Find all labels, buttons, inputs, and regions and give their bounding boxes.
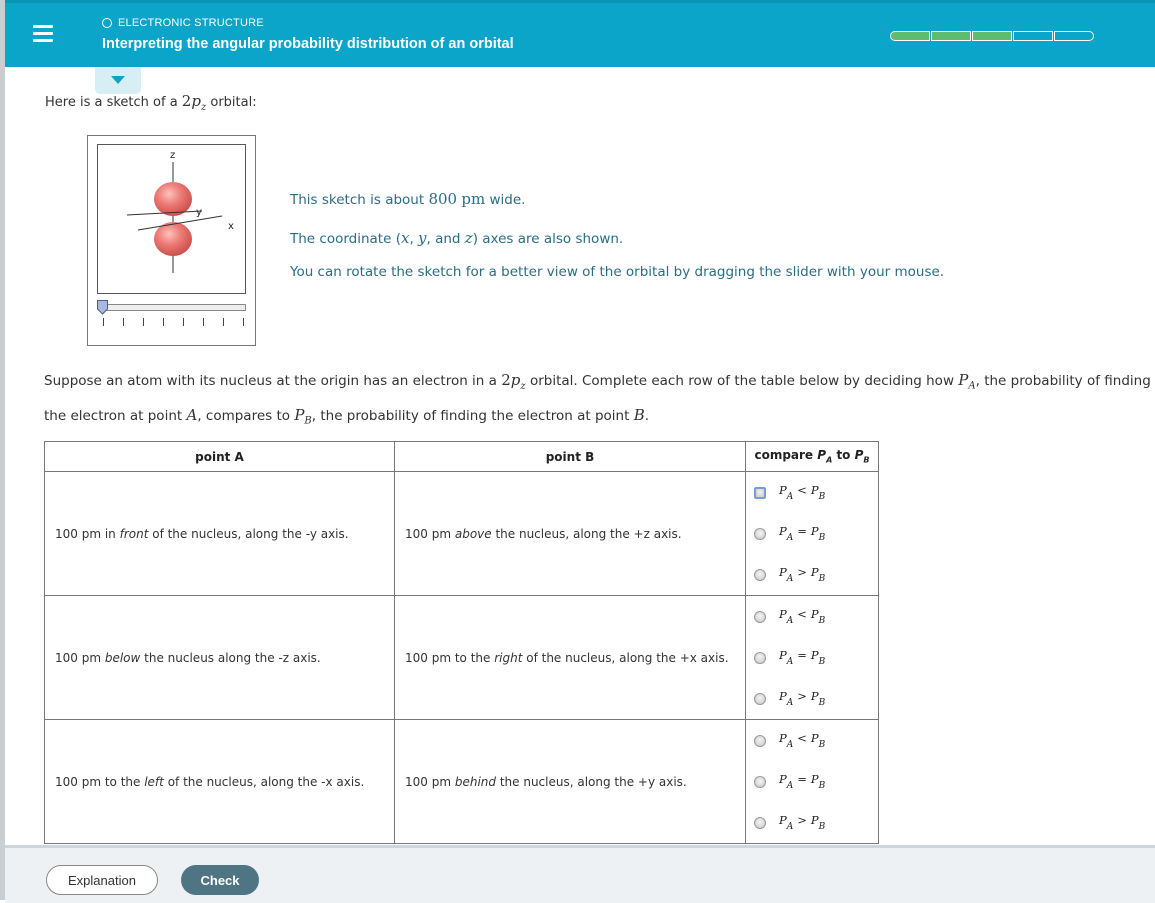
slider-tick (123, 318, 124, 326)
compare-option-eq[interactable] (746, 761, 878, 802)
header-bar (5, 0, 1155, 67)
slider-tick (103, 318, 104, 326)
rotate-slider-track[interactable] (100, 304, 246, 311)
z-axis-label: z (170, 150, 176, 161)
slider-tick (163, 318, 164, 326)
compare-cell (746, 472, 879, 596)
point-a-cell: 100 pm below the nucleus along the -z axis. (45, 596, 395, 720)
hamburger-menu-icon[interactable] (30, 22, 56, 48)
progress-segment (1054, 31, 1094, 41)
compare-expression: $P_A > P_B$ (779, 688, 826, 708)
slider-tick (183, 318, 184, 326)
progress-segment (931, 31, 971, 41)
expand-dropdown-button[interactable] (95, 67, 141, 94)
topic-circle-icon (102, 18, 112, 28)
progress-segment (890, 31, 930, 41)
point-a-cell: 100 pm to the left of the nucleus, along the -x axis. (45, 720, 395, 844)
compare-cell (746, 720, 879, 844)
table-row (45, 472, 879, 596)
topic-label (102, 17, 264, 29)
header-top-line (5, 0, 1155, 3)
header-point-b: point B (395, 442, 746, 472)
rotate-slider-handle[interactable] (97, 300, 108, 315)
compare-cell (746, 596, 879, 720)
radio-button[interactable] (754, 487, 766, 499)
radio-button[interactable] (754, 652, 766, 664)
compare-expression: $P_A = P_B$ (779, 523, 826, 543)
slider-tick (243, 318, 244, 326)
progress-segment (1013, 31, 1053, 41)
compare-expression: $P_A > P_B$ (779, 812, 826, 832)
chevron-down-icon (111, 76, 125, 85)
orbital-sketch-canvas[interactable] (97, 144, 246, 294)
footer-bar (5, 845, 1155, 903)
axes-note: The coordinate (x, y, and z) axes are also shown. (290, 229, 624, 247)
compare-expression: $P_A < P_B$ (779, 606, 826, 626)
orbital-3d-view (98, 145, 245, 293)
radio-button[interactable] (754, 528, 766, 540)
intro-prefix: Here is a sketch of a (45, 95, 182, 110)
check-button[interactable]: Check (181, 865, 259, 895)
intro-text (45, 92, 257, 113)
radio-button[interactable] (754, 569, 766, 581)
page-title: Interpreting the angular probability distribution of an orbital (102, 36, 514, 52)
rotate-note: You can rotate the sketch for a better view of the orbital by dragging the slider with your mouse. (290, 264, 945, 280)
topic-text: ELECTRONIC STRUCTURE (118, 17, 264, 29)
compare-option-gt[interactable] (746, 678, 878, 719)
y-axis-label: y (196, 207, 202, 218)
compare-expression: $P_A = P_B$ (779, 647, 826, 667)
point-b-cell: 100 pm above the nucleus, along the +z axis. (395, 472, 746, 596)
compare-expression: $P_A = P_B$ (779, 771, 826, 791)
slider-tick (203, 318, 204, 326)
compare-option-lt[interactable] (746, 720, 878, 761)
table-row (45, 720, 879, 844)
point-b-cell: 100 pm behind the nucleus, along the +y axis. (395, 720, 746, 844)
x-axis-label: x (228, 221, 234, 232)
progress-bar (890, 31, 1095, 41)
slider-tick (223, 318, 224, 326)
slider-tick (143, 318, 144, 326)
table-row (45, 596, 879, 720)
lower-lobe (154, 222, 192, 256)
sketch-width-note: This sketch is about 800 pm wide. (290, 190, 526, 208)
table-header-row (45, 442, 879, 472)
compare-option-eq[interactable] (746, 637, 878, 678)
intro-orbital: $2p_z$ (181, 92, 207, 113)
compare-expression: $P_A < P_B$ (779, 730, 826, 750)
header-compare: compare $P_A$ to $P_B$ (746, 442, 879, 472)
radio-button[interactable] (754, 693, 766, 705)
compare-option-gt[interactable] (746, 802, 878, 843)
compare-option-gt[interactable] (746, 554, 878, 595)
question-text: Suppose an atom with its nucleus at the origin has an electron in a $2p_z$ orbital. Complete each row of the table below by deciding how $P_A$, the probability of finding the electron at point A, compares to $P_B$, the probability of finding the electron at point B. (44, 371, 1151, 427)
radio-button[interactable] (754, 817, 766, 829)
compare-option-eq[interactable] (746, 513, 878, 554)
left-rail (0, 0, 5, 900)
point-b-cell: 100 pm to the right of the nucleus, along the +x axis. (395, 596, 746, 720)
compare-expression: $P_A < P_B$ (779, 482, 826, 502)
explanation-button[interactable]: Explanation (46, 865, 158, 895)
intro-suffix: orbital: (206, 95, 257, 110)
compare-expression: $P_A > P_B$ (779, 564, 826, 584)
compare-option-lt[interactable] (746, 596, 878, 637)
compare-option-lt[interactable] (746, 472, 878, 513)
radio-button[interactable] (754, 735, 766, 747)
radio-button[interactable] (754, 776, 766, 788)
slider-ticks (103, 318, 243, 326)
radio-button[interactable] (754, 611, 766, 623)
progress-segment (972, 31, 1012, 41)
upper-lobe (154, 182, 192, 216)
orbital-sketch-widget (87, 135, 256, 346)
comparison-table (44, 441, 879, 844)
point-a-cell: 100 pm in front of the nucleus, along the -y axis. (45, 472, 395, 596)
header-point-a: point A (45, 442, 395, 472)
